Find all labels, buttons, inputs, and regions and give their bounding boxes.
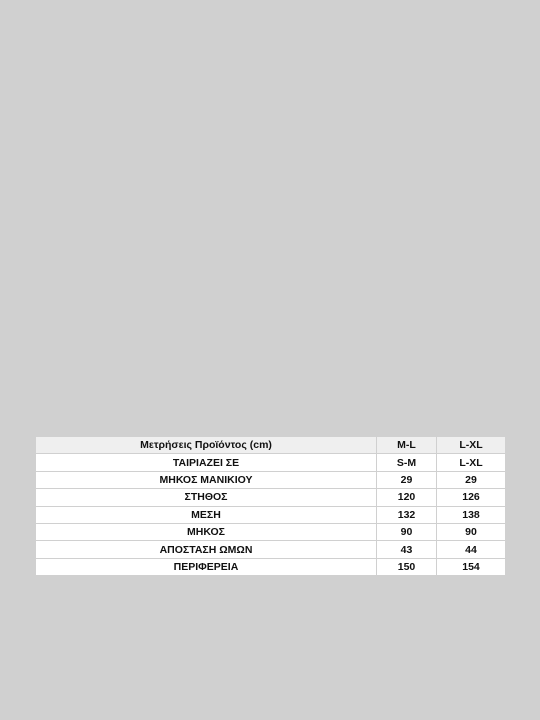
- table-row: [36, 489, 506, 506]
- table-row: [36, 471, 506, 488]
- row-label: ΣΤΗΘΟΣ: [36, 489, 377, 506]
- header-size-l-xl: L-XL: [437, 437, 506, 454]
- cell-l-xl: 29: [437, 471, 506, 488]
- cell-m-l: 90: [377, 523, 437, 540]
- row-label: ΑΠΟΣΤΑΣΗ ΩΜΩΝ: [36, 541, 377, 558]
- table-row: [36, 454, 506, 471]
- table-header-row: [36, 437, 506, 454]
- cell-l-xl: 126: [437, 489, 506, 506]
- cell-m-l: 120: [377, 489, 437, 506]
- cell-l-xl: 44: [437, 541, 506, 558]
- cell-m-l: 150: [377, 558, 437, 575]
- header-measurements: Μετρήσεις Προϊόντος (cm): [36, 437, 377, 454]
- cell-m-l: 29: [377, 471, 437, 488]
- row-label: ΜΗΚΟΣ: [36, 523, 377, 540]
- table-row: [36, 558, 506, 575]
- header-size-m-l: M-L: [377, 437, 437, 454]
- row-label: ΠΕΡΙΦΕΡΕΙΑ: [36, 558, 377, 575]
- cell-l-xl: 138: [437, 506, 506, 523]
- size-chart-table: [35, 436, 506, 576]
- row-label: ΤΑΙΡΙΑΖΕΙ ΣΕ: [36, 454, 377, 471]
- row-label: ΜΗΚΟΣ ΜΑΝΙΚΙΟΥ: [36, 471, 377, 488]
- table-row: [36, 541, 506, 558]
- row-label: ΜΕΣΗ: [36, 506, 377, 523]
- cell-m-l: 132: [377, 506, 437, 523]
- cell-m-l: S-M: [377, 454, 437, 471]
- cell-m-l: 43: [377, 541, 437, 558]
- cell-l-xl: 90: [437, 523, 506, 540]
- cell-l-xl: L-XL: [437, 454, 506, 471]
- table-row: [36, 506, 506, 523]
- cell-l-xl: 154: [437, 558, 506, 575]
- table-row: [36, 523, 506, 540]
